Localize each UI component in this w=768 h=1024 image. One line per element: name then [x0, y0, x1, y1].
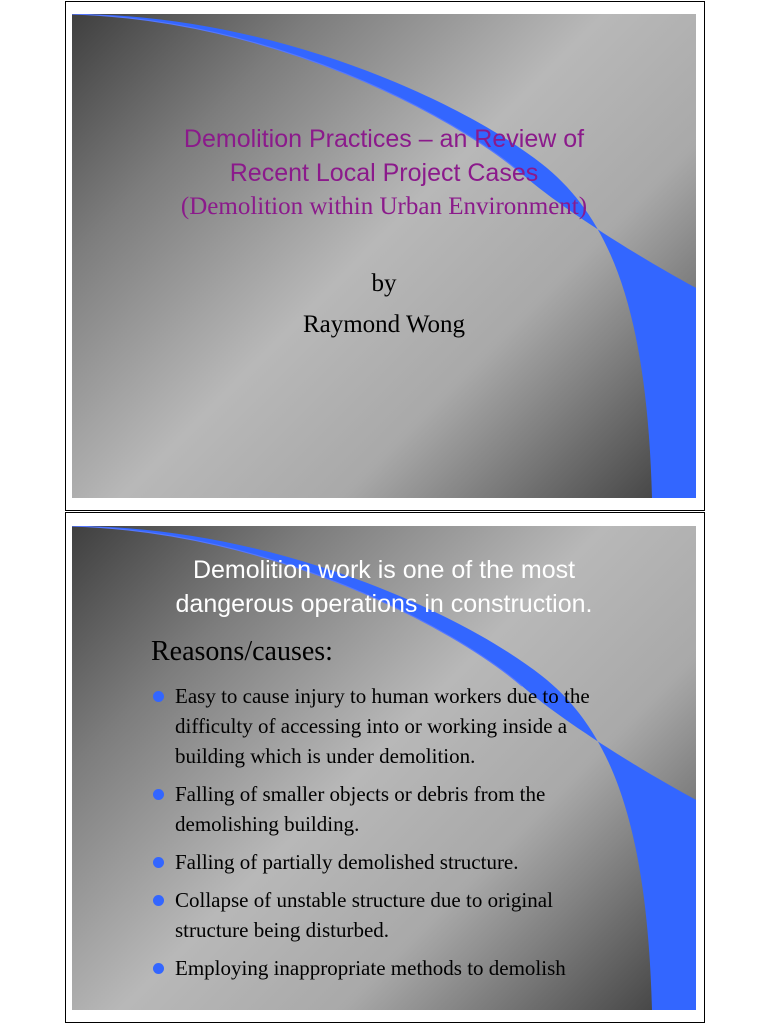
- reasons-subheading: Reasons/causes:: [151, 636, 333, 667]
- slide-heading-line-2: dangerous operations in construction.: [175, 590, 593, 618]
- bullet-dot-icon: [153, 691, 164, 702]
- list-item: [151, 885, 631, 945]
- slide-title-line-1: Demolition Practices – an Review of: [183, 125, 585, 153]
- slide-frame-1: [65, 1, 705, 511]
- byline-label: by: [371, 270, 397, 297]
- list-item-text: Falling of smaller objects or debris from the demolishing building.: [175, 782, 546, 836]
- bullet-dot-icon: [153, 789, 164, 800]
- list-item-text: Falling of partially demolished structure.: [175, 850, 519, 874]
- reasons-list: [151, 681, 631, 991]
- slide-subtitle: (Demolition within Urban Environment): [180, 193, 588, 220]
- bullet-dot-icon: [153, 895, 164, 906]
- slide-1: [72, 14, 696, 498]
- bullet-dot-icon: [153, 857, 164, 868]
- slide-title-line-2: Recent Local Project Cases: [229, 159, 539, 187]
- slide-heading-line-1: Demolition work is one of the most: [192, 556, 576, 584]
- list-item: [151, 779, 631, 839]
- slide-2-content: [72, 526, 696, 1010]
- slide-1-content: [72, 14, 696, 498]
- list-item-text: Collapse of unstable structure due to original structure being disturbed.: [175, 888, 553, 942]
- slide-2: [72, 526, 696, 1010]
- list-item: [151, 681, 631, 771]
- slide-frame-2: [65, 512, 705, 1023]
- list-item: [151, 847, 631, 877]
- bullet-dot-icon: [153, 963, 164, 974]
- list-item: [151, 953, 631, 983]
- list-item-text: Easy to cause injury to human workers due to the difficulty of accessing into or working inside a building which is under demolition.: [175, 684, 590, 768]
- author-name: Raymond Wong: [302, 311, 466, 338]
- list-item-text: Employing inappropriate methods to demolish: [175, 956, 566, 980]
